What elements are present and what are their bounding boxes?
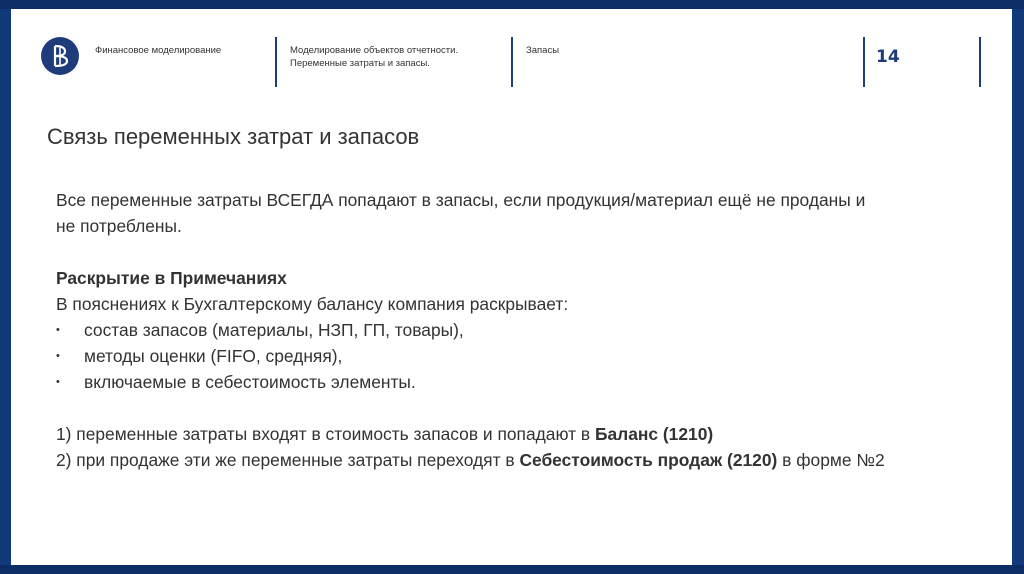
hse-logo-icon [41, 37, 79, 75]
course-title: Финансовое моделирование [95, 45, 222, 56]
background-strip [0, 0, 1024, 9]
header-divider [511, 37, 513, 87]
topic-title: Моделирование объектов отчетности. Переменные затраты и запасы. [290, 45, 459, 69]
disclosure-intro: В пояснениях к Бухгалтерскому балансу компания раскрывает: [56, 294, 569, 314]
subheading: Раскрытие в Примечаниях [56, 268, 287, 288]
slide-title: Связь переменных затрат и запасов [47, 124, 420, 149]
disclosure-list [56, 317, 886, 395]
header-divider [863, 37, 865, 87]
list-item: • методы оценки (FIFO, средняя), [56, 343, 886, 369]
point-1 [56, 421, 886, 447]
point-1-text: 1) переменные затраты входят в стоимость запасов и попадают в [56, 424, 595, 444]
list-item: • включаемые в себестоимость элементы. [56, 369, 886, 395]
point-2-bold: Себестоимость продаж (2120) [519, 450, 778, 470]
background-strip [0, 565, 1024, 574]
spacer [56, 395, 886, 421]
point-2-text: 2) при продаже эти же переменные затраты переходят в [56, 450, 520, 470]
page-number: 14 [876, 47, 900, 67]
slide-body [56, 187, 886, 473]
intro-paragraph: Все переменные затраты ВСЕГДА попадают в запасы, если продукция/материал ещё не проданы и не потреблены. [56, 190, 866, 236]
header-divider [275, 37, 277, 87]
slide [11, 9, 1012, 565]
point-2-tail: в форме №2 [777, 450, 885, 470]
section-title: Запасы [526, 45, 560, 56]
spacer [56, 239, 886, 265]
point-1-bold: Баланс (1210) [594, 424, 714, 444]
list-item: • состав запасов (материалы, НЗП, ГП, товары), [56, 317, 886, 343]
point-2 [56, 447, 886, 473]
header-divider [979, 37, 981, 87]
